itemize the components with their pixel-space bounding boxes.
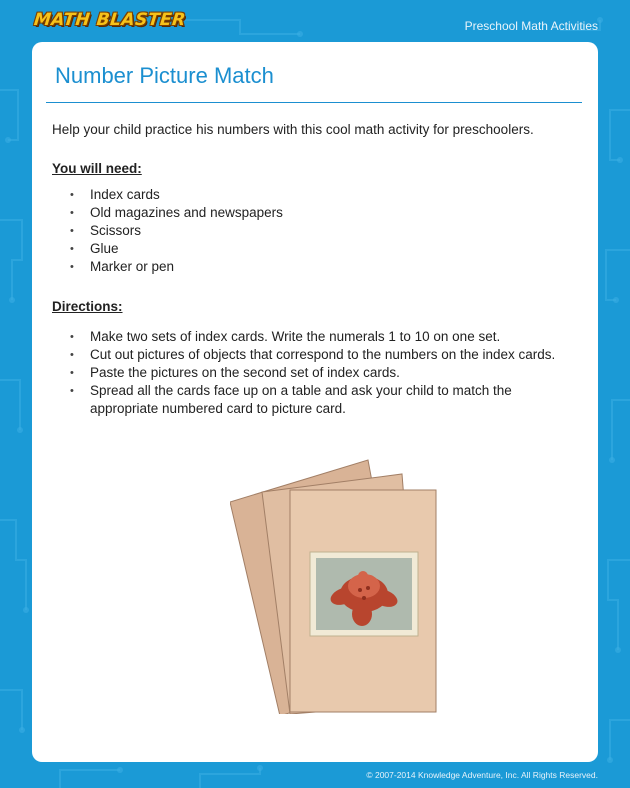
materials-list xyxy=(70,186,283,276)
index-cards-illustration xyxy=(230,454,440,714)
directions-list xyxy=(70,328,570,418)
flower-picture xyxy=(310,552,418,636)
intro-text: Help your child practice his numbers with this cool math activity for preschoolers. xyxy=(52,122,534,137)
category-label: Preschool Math Activities xyxy=(464,19,598,33)
top-bar xyxy=(0,0,630,42)
list-item: • Paste the pictures on the second set of index cards. xyxy=(70,364,570,382)
list-item: • Spread all the cards face up on a table and ask your child to match the appropriate numbered card to picture card. xyxy=(70,382,570,418)
materials-heading: You will need: xyxy=(52,161,142,176)
directions-heading: Directions: xyxy=(52,299,123,314)
list-item: • Marker or pen xyxy=(70,258,283,276)
list-item: • Cut out pictures of objects that correspond to the numbers on the index cards. xyxy=(70,346,570,364)
list-item: • Make two sets of index cards. Write the numerals 1 to 10 on one set. xyxy=(70,328,570,346)
math-blaster-logo: MATH BLASTER xyxy=(32,10,187,30)
list-item: • Old magazines and newspapers xyxy=(70,204,283,222)
list-item: • Glue xyxy=(70,240,283,258)
worksheet-card xyxy=(32,42,598,762)
list-item: • Index cards xyxy=(70,186,283,204)
page-title: Number Picture Match xyxy=(55,63,274,88)
list-item: • Scissors xyxy=(70,222,283,240)
title-divider xyxy=(46,102,582,103)
copyright-text: © 2007-2014 Knowledge Adventure, Inc. All Rights Reserved. xyxy=(366,770,598,780)
